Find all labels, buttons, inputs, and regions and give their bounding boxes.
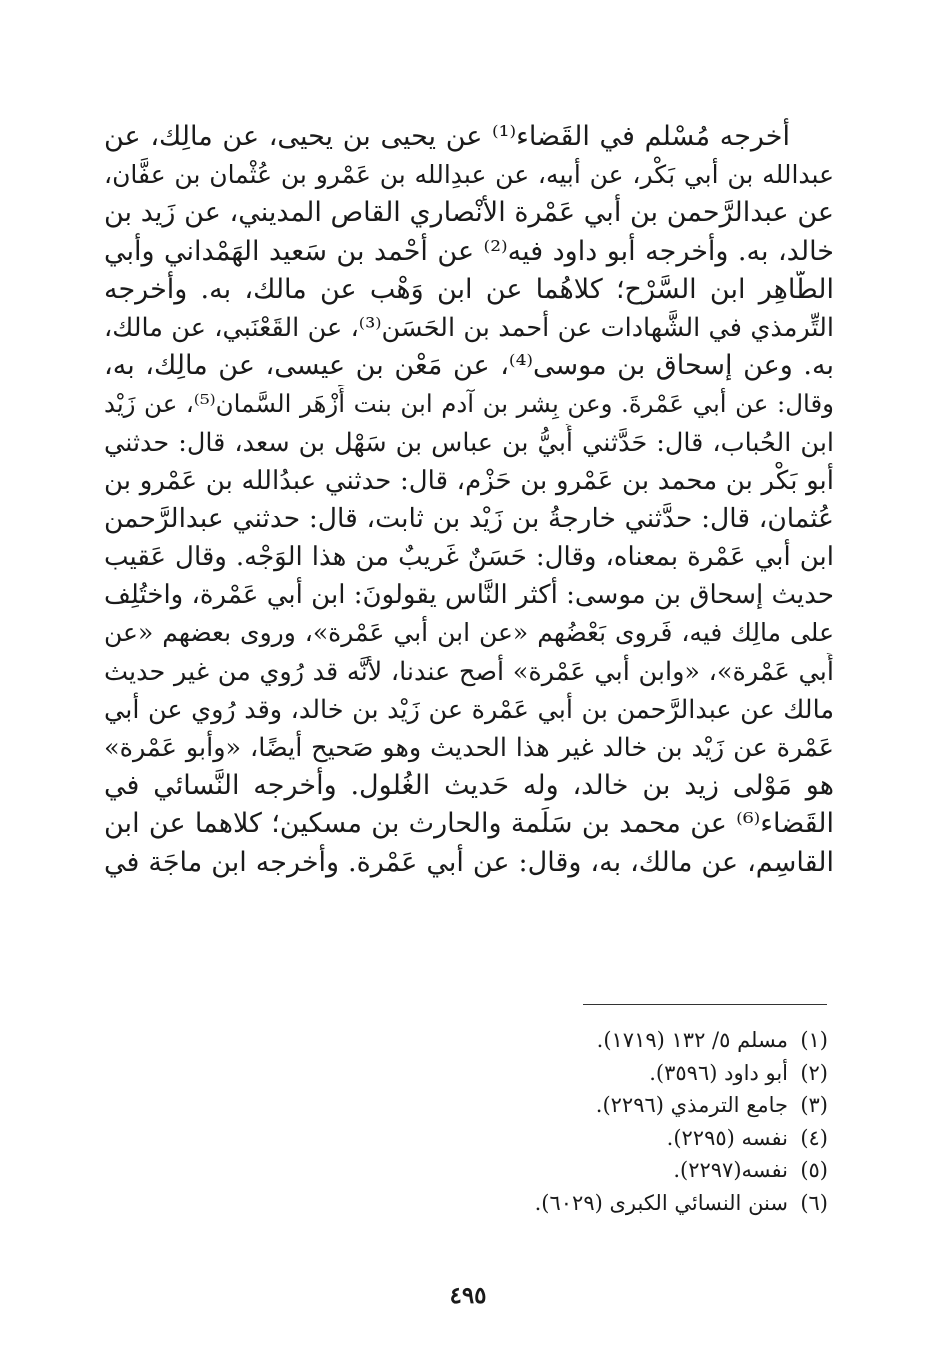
footnote-text: أبو داود (٣٥٩٦).: [649, 1060, 788, 1085]
text-line: ابن أبي عَمْرة بمعناه، وقال: حَسَنٌ غَريبٌ من هذا الوَجْه. وقال عَقيب: [104, 542, 834, 573]
text-line: التِّرمذي في الشَّهادات عن أحمد بن الحَسَن⁽³⁾، عن القَعْنَبي، عن مالك،: [104, 312, 834, 343]
footnote: [328, 1187, 828, 1220]
footnote-text: نفسه (٢٢٩٥).: [666, 1125, 788, 1150]
text-line: عَمْرة عن زَيْد بن خالد غير هذا الحديث وهو صَحيح أيضًا، «وأبو عَمْرة»: [104, 733, 834, 763]
footnote-number: (٦): [800, 1190, 828, 1215]
text-line: عبدالله بن أبي بَكْر، عن أبيه، عن عبدِالله بن عَمْرو بن عُثْمان بن عفَّان،: [104, 160, 834, 190]
text-line: ابن الحُباب، قال: حَدَّثني أُبيُّ بن عباس بن سَهْل بن سعد، قال: حدثني: [104, 427, 834, 458]
footnote: [328, 1089, 828, 1122]
page-number: ٤٩٥: [449, 1282, 487, 1309]
footnote: [328, 1122, 828, 1155]
footnote-text: جامع الترمذي (٢٢٩٦).: [595, 1093, 788, 1117]
text-line: به. وعن إسحاق بن موسى⁽⁴⁾، عن مَعْن بن عيسى، عن مالِك، به،: [104, 350, 834, 382]
footnote-number: (٥): [800, 1158, 828, 1182]
footnote-number: (٢): [800, 1060, 828, 1085]
text-line: الطَّاهِر ابن السَّرْح؛ كلاهُما عن ابن وَهْب عن مالك، به. وأخرجه: [104, 273, 834, 305]
main-text: [104, 118, 834, 882]
text-line: هو مَوْلى زيد بن خالد، وله حَديث الغُلول. وأخرجه النَّسائي في: [104, 770, 834, 802]
text-line: القاسِم، عن مالك، به، وقال: عن أَبي عَمْرة. وأخرجه ابن ماجَة في: [104, 846, 834, 878]
text-line: عن عبدالرَّحمن بن أبي عَمْرة الأَنْصاري القاص المديني، عن زَيد بن: [104, 197, 834, 229]
footnote-number: (٣): [800, 1093, 828, 1117]
text-line: عُثمان، قال: حدَّثني خارجةُ بن زَيْد بن ثابت، قال: حدثني عبدالرَّحمن: [104, 502, 834, 534]
footnote-text: سنن النسائي الكبرى (٦٠٢٩).: [534, 1190, 788, 1215]
text-line: القَضاء⁽⁶⁾ عن محمد بن سَلَمة والحارث بن مسكين؛ كلاهما عن ابن: [104, 808, 834, 840]
footnote: [328, 1024, 828, 1057]
footnote: [328, 1154, 828, 1187]
text-line: خالد، به. وأخرجه أبو داود فيه⁽²⁾ عن أَحْمد بن سَعيد الهَمْداني وأبي: [104, 235, 834, 267]
text-line: مالك عن عبدالرَّحمن بن أبي عَمْرة عن زَيْد بن خالد، وقد رُوي عن أبي: [104, 694, 834, 725]
text-line: على مالِك فيه، فَروى بَعْضُهم «عن ابن أبي عَمْرة»، وروى بعضهم «عن: [104, 618, 834, 648]
text-line: حديث إسحاق بن موسى: أكثر النَّاس يقولونَ: ابن أبي عَمْرة، واختُلِف: [104, 580, 834, 611]
footnotes: [328, 1024, 828, 1219]
text-line: أَبي عَمْرة»، «وابن أبي عَمْرة» أصح عندنا، لأنَّه قد رُوي من غير حديث: [104, 656, 834, 687]
footnote-number: (٤): [800, 1125, 828, 1150]
text-line: أخرجه مُسْلم في القَضاء⁽¹⁾ عن يحيى بن يحيى، عن مالِك، عن: [104, 121, 790, 152]
footnote-number: (١): [800, 1028, 828, 1052]
footnote: [328, 1057, 828, 1090]
text-line: وقال: عن أبي عَمْرةَ. وعن بِشر بن آدم ابن بنت أَزْهَر السَّمان⁽⁵⁾، عن زَيْد: [104, 389, 834, 419]
footnote-text: نفسه(٢٢٩٧).: [673, 1158, 788, 1182]
footnote-separator: [583, 1004, 827, 1005]
text-line: أبو بَكْر بن محمد بن عَمْرو بن حَزْم، قال: حدثني عبدُالله بن عَمْرو بن: [104, 465, 834, 496]
footnote-text: مسلم ٥/ ١٣٢ (١٧١٩).: [596, 1028, 788, 1052]
